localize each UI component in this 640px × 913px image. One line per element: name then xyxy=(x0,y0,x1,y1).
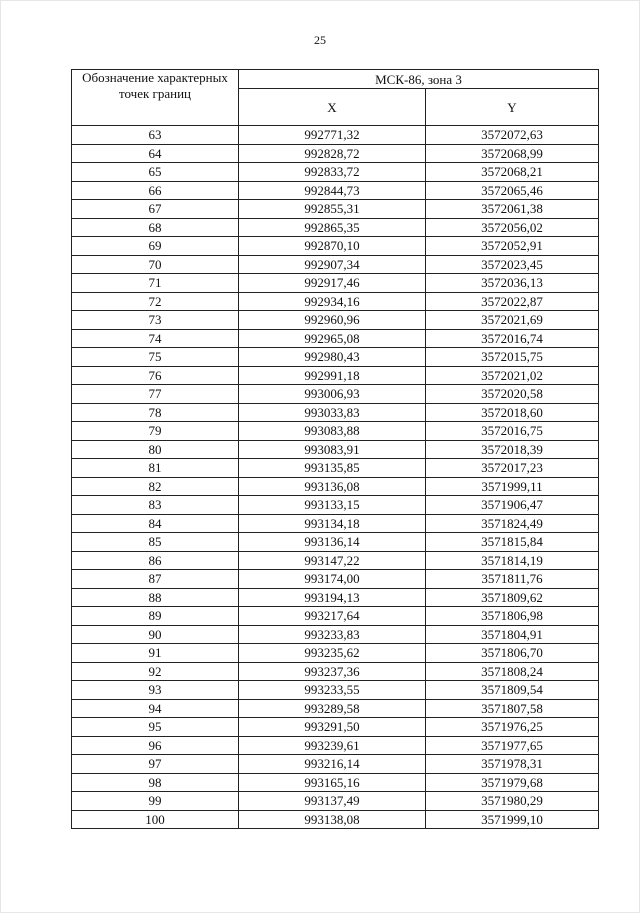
x-coordinate-cell: 992865,35 xyxy=(239,218,426,237)
x-coordinate-cell: 992828,72 xyxy=(239,144,426,163)
point-number-cell: 70 xyxy=(72,255,239,274)
table-row xyxy=(72,514,599,533)
point-number-cell: 82 xyxy=(72,477,239,496)
y-coordinate-cell: 3571806,98 xyxy=(426,607,599,626)
table-row xyxy=(72,329,599,348)
y-coordinate-cell: 3571809,62 xyxy=(426,588,599,607)
x-coordinate-cell: 992934,16 xyxy=(239,292,426,311)
y-coordinate-cell: 3571814,19 xyxy=(426,551,599,570)
table-row xyxy=(72,144,599,163)
y-coordinate-cell: 3571804,91 xyxy=(426,625,599,644)
y-coordinate-cell: 3572015,75 xyxy=(426,348,599,367)
x-coordinate-cell: 992870,10 xyxy=(239,237,426,256)
y-coordinate-cell: 3572061,38 xyxy=(426,200,599,219)
table-row xyxy=(72,348,599,367)
point-number-cell: 98 xyxy=(72,773,239,792)
y-coordinate-cell: 3571808,24 xyxy=(426,662,599,681)
point-number-cell: 69 xyxy=(72,237,239,256)
y-coordinate-cell: 3572020,58 xyxy=(426,385,599,404)
table-row xyxy=(72,218,599,237)
table-row xyxy=(72,644,599,663)
x-coordinate-cell: 992991,18 xyxy=(239,366,426,385)
point-number-cell: 94 xyxy=(72,699,239,718)
table-body xyxy=(72,126,599,829)
y-coordinate-cell: 3572021,02 xyxy=(426,366,599,385)
x-coordinate-cell: 993133,15 xyxy=(239,496,426,515)
point-number-cell: 93 xyxy=(72,681,239,700)
x-coordinate-cell: 992965,08 xyxy=(239,329,426,348)
table-row xyxy=(72,163,599,182)
point-number-cell: 73 xyxy=(72,311,239,330)
point-number-cell: 92 xyxy=(72,662,239,681)
x-coordinate-cell: 993147,22 xyxy=(239,551,426,570)
y-coordinate-cell: 3571999,10 xyxy=(426,810,599,829)
y-coordinate-cell: 3571824,49 xyxy=(426,514,599,533)
point-number-cell: 76 xyxy=(72,366,239,385)
point-number-cell: 91 xyxy=(72,644,239,663)
x-coordinate-cell: 993083,91 xyxy=(239,440,426,459)
y-coordinate-cell: 3571906,47 xyxy=(426,496,599,515)
table-row xyxy=(72,366,599,385)
point-number-cell: 66 xyxy=(72,181,239,200)
table-row xyxy=(72,810,599,829)
x-coordinate-cell: 992980,43 xyxy=(239,348,426,367)
table-header xyxy=(72,70,599,126)
point-designation-header: Обозначение характерных точек границ xyxy=(72,70,239,126)
table-row xyxy=(72,311,599,330)
y-coordinate-cell: 3572023,45 xyxy=(426,255,599,274)
y-coordinate-cell: 3571976,25 xyxy=(426,718,599,737)
x-coordinate-cell: 993135,85 xyxy=(239,459,426,478)
point-number-cell: 83 xyxy=(72,496,239,515)
point-number-cell: 86 xyxy=(72,551,239,570)
table-row xyxy=(72,181,599,200)
y-coordinate-cell: 3571807,58 xyxy=(426,699,599,718)
table-row xyxy=(72,570,599,589)
point-number-cell: 96 xyxy=(72,736,239,755)
y-coordinate-cell: 3572036,13 xyxy=(426,274,599,293)
x-coordinate-cell: 993289,58 xyxy=(239,699,426,718)
x-coordinate-cell: 992917,46 xyxy=(239,274,426,293)
x-coordinate-cell: 993233,83 xyxy=(239,625,426,644)
x-coordinate-cell: 993165,16 xyxy=(239,773,426,792)
y-coordinate-cell: 3571999,11 xyxy=(426,477,599,496)
table-row xyxy=(72,718,599,737)
point-number-cell: 81 xyxy=(72,459,239,478)
y-coordinate-cell: 3571815,84 xyxy=(426,533,599,552)
table-row xyxy=(72,126,599,145)
table-row xyxy=(72,699,599,718)
y-coordinate-cell: 3572021,69 xyxy=(426,311,599,330)
x-coordinate-cell: 992907,34 xyxy=(239,255,426,274)
table-row xyxy=(72,625,599,644)
x-coordinate-cell: 992855,31 xyxy=(239,200,426,219)
point-number-cell: 90 xyxy=(72,625,239,644)
y-coordinate-cell: 3571811,76 xyxy=(426,570,599,589)
y-coordinate-cell: 3572016,74 xyxy=(426,329,599,348)
x-coordinate-cell: 993174,00 xyxy=(239,570,426,589)
table-row xyxy=(72,477,599,496)
x-coordinate-cell: 993217,64 xyxy=(239,607,426,626)
table-row xyxy=(72,292,599,311)
y-coordinate-cell: 3571979,68 xyxy=(426,773,599,792)
table-row xyxy=(72,403,599,422)
x-coordinate-cell: 992960,96 xyxy=(239,311,426,330)
point-number-cell: 88 xyxy=(72,588,239,607)
x-coordinate-cell: 993138,08 xyxy=(239,810,426,829)
x-coordinate-cell: 993237,36 xyxy=(239,662,426,681)
table-row xyxy=(72,736,599,755)
point-number-cell: 97 xyxy=(72,755,239,774)
x-coordinate-cell: 993083,88 xyxy=(239,422,426,441)
table-row xyxy=(72,200,599,219)
x-coordinate-cell: 993136,14 xyxy=(239,533,426,552)
table-row xyxy=(72,773,599,792)
point-number-cell: 78 xyxy=(72,403,239,422)
page-number: 25 xyxy=(314,33,326,47)
point-number-cell: 64 xyxy=(72,144,239,163)
x-coordinate-cell: 993194,13 xyxy=(239,588,426,607)
table-row xyxy=(72,607,599,626)
y-coordinate-cell: 3572056,02 xyxy=(426,218,599,237)
y-coordinate-cell: 3572068,21 xyxy=(426,163,599,182)
x-coordinate-cell: 992844,73 xyxy=(239,181,426,200)
coordinate-system-header: МСК-86, зона 3 xyxy=(239,70,599,89)
point-number-cell: 85 xyxy=(72,533,239,552)
table-row xyxy=(72,533,599,552)
x-coordinate-cell: 993006,93 xyxy=(239,385,426,404)
point-number-cell: 77 xyxy=(72,385,239,404)
y-coordinate-cell: 3572068,99 xyxy=(426,144,599,163)
x-column-header: X xyxy=(239,89,426,126)
y-coordinate-cell: 3572018,60 xyxy=(426,403,599,422)
x-coordinate-cell: 993136,08 xyxy=(239,477,426,496)
table-row xyxy=(72,255,599,274)
x-coordinate-cell: 993134,18 xyxy=(239,514,426,533)
y-column-header: Y xyxy=(426,89,599,126)
point-number-cell: 89 xyxy=(72,607,239,626)
y-coordinate-cell: 3571980,29 xyxy=(426,792,599,811)
point-number-cell: 65 xyxy=(72,163,239,182)
point-number-cell: 99 xyxy=(72,792,239,811)
y-coordinate-cell: 3572072,63 xyxy=(426,126,599,145)
point-number-cell: 72 xyxy=(72,292,239,311)
point-number-cell: 67 xyxy=(72,200,239,219)
table-row xyxy=(72,496,599,515)
x-coordinate-cell: 992833,72 xyxy=(239,163,426,182)
point-number-cell: 80 xyxy=(72,440,239,459)
x-coordinate-cell: 993291,50 xyxy=(239,718,426,737)
table-row xyxy=(72,551,599,570)
y-coordinate-cell: 3571977,65 xyxy=(426,736,599,755)
y-coordinate-cell: 3572065,46 xyxy=(426,181,599,200)
point-number-cell: 74 xyxy=(72,329,239,348)
x-coordinate-cell: 993233,55 xyxy=(239,681,426,700)
point-number-cell: 71 xyxy=(72,274,239,293)
x-coordinate-cell: 993033,83 xyxy=(239,403,426,422)
x-coordinate-cell: 992771,32 xyxy=(239,126,426,145)
table-row xyxy=(72,274,599,293)
point-number-cell: 75 xyxy=(72,348,239,367)
x-coordinate-cell: 993216,14 xyxy=(239,755,426,774)
point-number-cell: 84 xyxy=(72,514,239,533)
table-row xyxy=(72,237,599,256)
y-coordinate-cell: 3571806,70 xyxy=(426,644,599,663)
x-coordinate-cell: 993137,49 xyxy=(239,792,426,811)
x-coordinate-cell: 993239,61 xyxy=(239,736,426,755)
point-number-cell: 95 xyxy=(72,718,239,737)
table-row xyxy=(72,792,599,811)
point-number-cell: 79 xyxy=(72,422,239,441)
coordinates-table xyxy=(71,69,599,829)
y-coordinate-cell: 3572018,39 xyxy=(426,440,599,459)
point-number-cell: 87 xyxy=(72,570,239,589)
y-coordinate-cell: 3572016,75 xyxy=(426,422,599,441)
y-coordinate-cell: 3572022,87 xyxy=(426,292,599,311)
x-coordinate-cell: 993235,62 xyxy=(239,644,426,663)
table-row xyxy=(72,440,599,459)
point-number-cell: 68 xyxy=(72,218,239,237)
y-coordinate-cell: 3571809,54 xyxy=(426,681,599,700)
table-row xyxy=(72,385,599,404)
y-coordinate-cell: 3572017,23 xyxy=(426,459,599,478)
y-coordinate-cell: 3571978,31 xyxy=(426,755,599,774)
table-row xyxy=(72,662,599,681)
point-number-cell: 100 xyxy=(72,810,239,829)
table-row xyxy=(72,755,599,774)
table-row xyxy=(72,681,599,700)
header-row-top xyxy=(72,70,599,89)
point-number-cell: 63 xyxy=(72,126,239,145)
table-row xyxy=(72,588,599,607)
table-row xyxy=(72,422,599,441)
table-row xyxy=(72,459,599,478)
y-coordinate-cell: 3572052,91 xyxy=(426,237,599,256)
